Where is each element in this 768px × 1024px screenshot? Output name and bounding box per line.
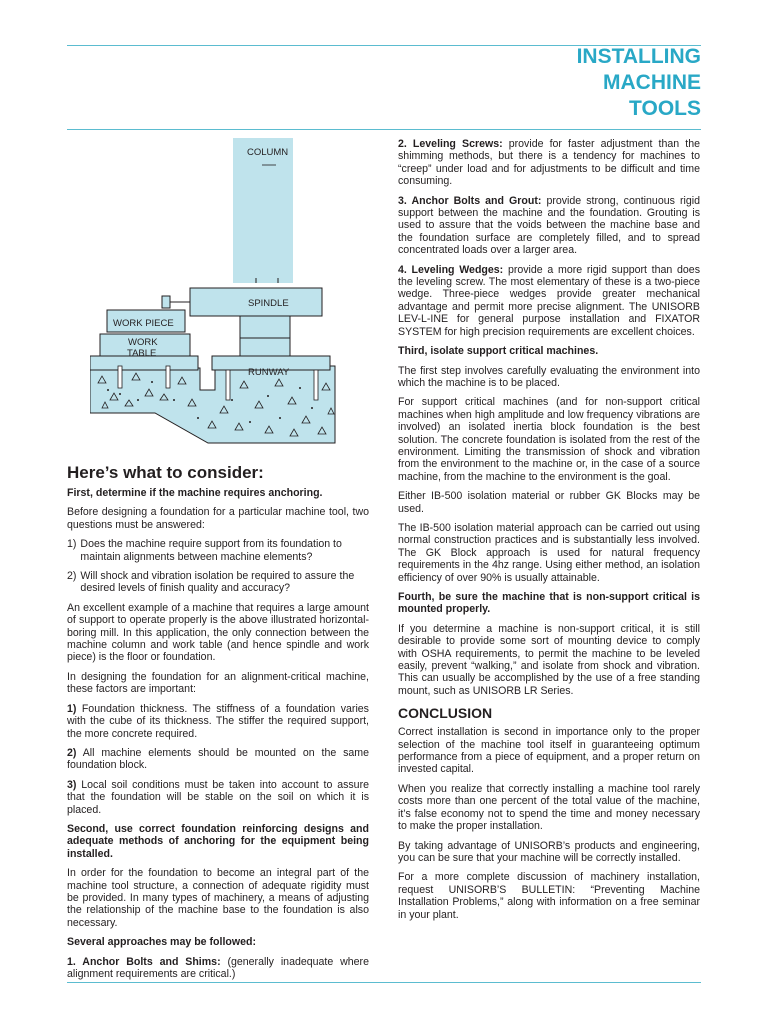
approach-4: 4. Leveling Wedges: provide a more rigid support than does the leveling screw. The most elementary of these is a two-piece wedge. Three-piece wedges provide greater mechanical advantage and permit more precise alignment. The UNISORB LEV-L-INE for general purpose installation and FIXATOR SYSTEM for high precision requirements are excellent choices. [398,263,700,338]
question-1: 1) Does the machine require support from its foundation to maintain alignments between machine elements? [67,538,342,563]
paragraph: Before designing a foundation for a particular machine tool, two questions must be answered: [67,506,369,531]
factor-2: 2) All machine elements should be mounted on the same foundation block. [67,746,369,772]
machine-column [233,138,293,283]
question-2: 2) Will shock and vibration isolation be required to assure the desired levels of finish quality and accuracy? [67,570,355,595]
conclusion-paragraph: For a more complete discussion of machinery installation, request UNISORB’S BULLETIN: “Preventing Machine Installation Problems,” along with information on a free seminar in your plant. [398,871,700,921]
paragraph: The first step involves carefully evaluating the environment into which the machine is to be placed. [398,364,700,389]
label-work-table-2: TABLE [127,348,157,359]
machine-diagram [90,138,340,448]
fourth-step: Fourth, be sure the machine that is non-support critical is mounted properly. [398,591,700,616]
label-work-table-1: WORK [128,337,158,348]
paragraph: For support critical machines (and for non-support critical machines when high amplitude and low frequency vibrations are involved) an isolated inertia block foundation is the best solution. The concrete foundation is isolated from the rest of the environment. Limiting the transmission of shock and vibration from the environment to the machine or, in the case of a source machine, from the machine to the environment is the goal. [398,396,700,483]
anchor-bolt [226,370,230,400]
approach-1: 1. Anchor Bolts and Shims: (generally inadequate where alignment requirements are critical.) [67,955,369,980]
title-rule [67,129,701,130]
right-column [398,138,700,928]
spindle-tool [162,296,170,308]
label-runway: RUNWAY [248,367,290,378]
approaches-heading: Several approaches may be followed: [67,936,256,949]
label-work-piece: WORK PIECE [113,318,174,329]
second-step: Second, use correct foundation reinforcing designs and adequate methods of anchoring for the equipment being installed. [67,822,369,860]
paragraph: If you determine a machine is non-support critical, it is still desirable to provide some sort of mounting device to comply with OSHA requirements, to permit the machine to be leveled easily, prevent “walking,” and isolate from shock and vibration. This can usually be accomplished by the use of a free standing mount, such as UNISORB LR Series. [398,622,700,697]
factor-1: 1) Foundation thickness. The stiffness of a foundation varies with the cube of its thickness. The stiffer the required support, the more concrete required. [67,702,369,740]
label-column: COLUMN [247,147,289,158]
paragraph: In order for the foundation to become an integral part of the machine tool structure, a connection of adequate rigidity must be provided. In many types of machinery, a means of adjusting the relationship of the machine base to the foundation is also necessary. [67,867,369,929]
foundation-block [90,366,335,443]
conclusion-paragraph: Correct installation is second in importance only to the proper selection of the machine tool itself in guaranteeing optimum performance from a piece of equipment, and a proper return on invested capital. [398,726,700,776]
label-spindle: SPINDLE [248,298,289,309]
conclusion-paragraph: By taking advantage of UNISORB’s products and engineering, you can be sure that your machine will be correctly installed. [398,839,700,864]
page-title [577,44,701,122]
factor-3: 3) Local soil conditions must be taken into account to assure that the foundation will be stable on the soil on which it is placed. [67,778,369,816]
section-heading: Here’s what to consider: [67,463,264,482]
third-step: Third, isolate support critical machines. [398,345,599,358]
left-column [67,463,369,987]
title-line-1: INSTALLING [576,45,701,68]
anchor-bolt [314,370,318,400]
bottom-rule [67,982,701,983]
approach-2: 2. Leveling Screws: provide for faster adjustment than the shimming methods, but there is a tendency for machines to “creep” under load and for adjustments to be difficult and time consuming. [398,138,700,188]
anchor-bolt [118,366,122,388]
conclusion-paragraph: When you realize that correctly installing a machine tool rarely costs more than one percent of the total value of the machine, it’s false economy not to spend the time and money necessary to make the proper installation. [398,782,700,833]
anchor-bolt [166,366,170,388]
title-line-2: MACHINE [603,71,701,94]
paragraph: The IB-500 isolation material approach can be carried out using normal construction practices and is substantially less involved. The GK Block approach is used for natural frequency requirements in the 4hz range. Using either method, an isolation efficiency of over 90% is usually attainable. [398,521,700,584]
title-line-3: TOOLS [629,97,701,120]
paragraph: An excellent example of a machine that requires a large amount of support to operate properly is the above illustrated horizontal-boring mill. In this application, the only connection between the machine column and work table (and hence spindle and work piece) is the floor or foundation. [67,601,369,664]
paragraph: Either IB-500 isolation material or rubber GK Blocks may be used. [398,490,700,515]
paragraph: In designing the foundation for an alignment-critical machine, these factors are important: [67,670,369,696]
conclusion-heading: CONCLUSION [398,705,493,722]
first-step: First, determine if the machine requires anchoring. [67,487,323,499]
approach-3: 3. Anchor Bolts and Grout: provide strong, continuous rigid support between the machine and the foundation. Grouting is used to assure that the voids between the machine base and the foundation surface are completely filled, and to spread concentrated loads over a larger area. [398,194,700,257]
